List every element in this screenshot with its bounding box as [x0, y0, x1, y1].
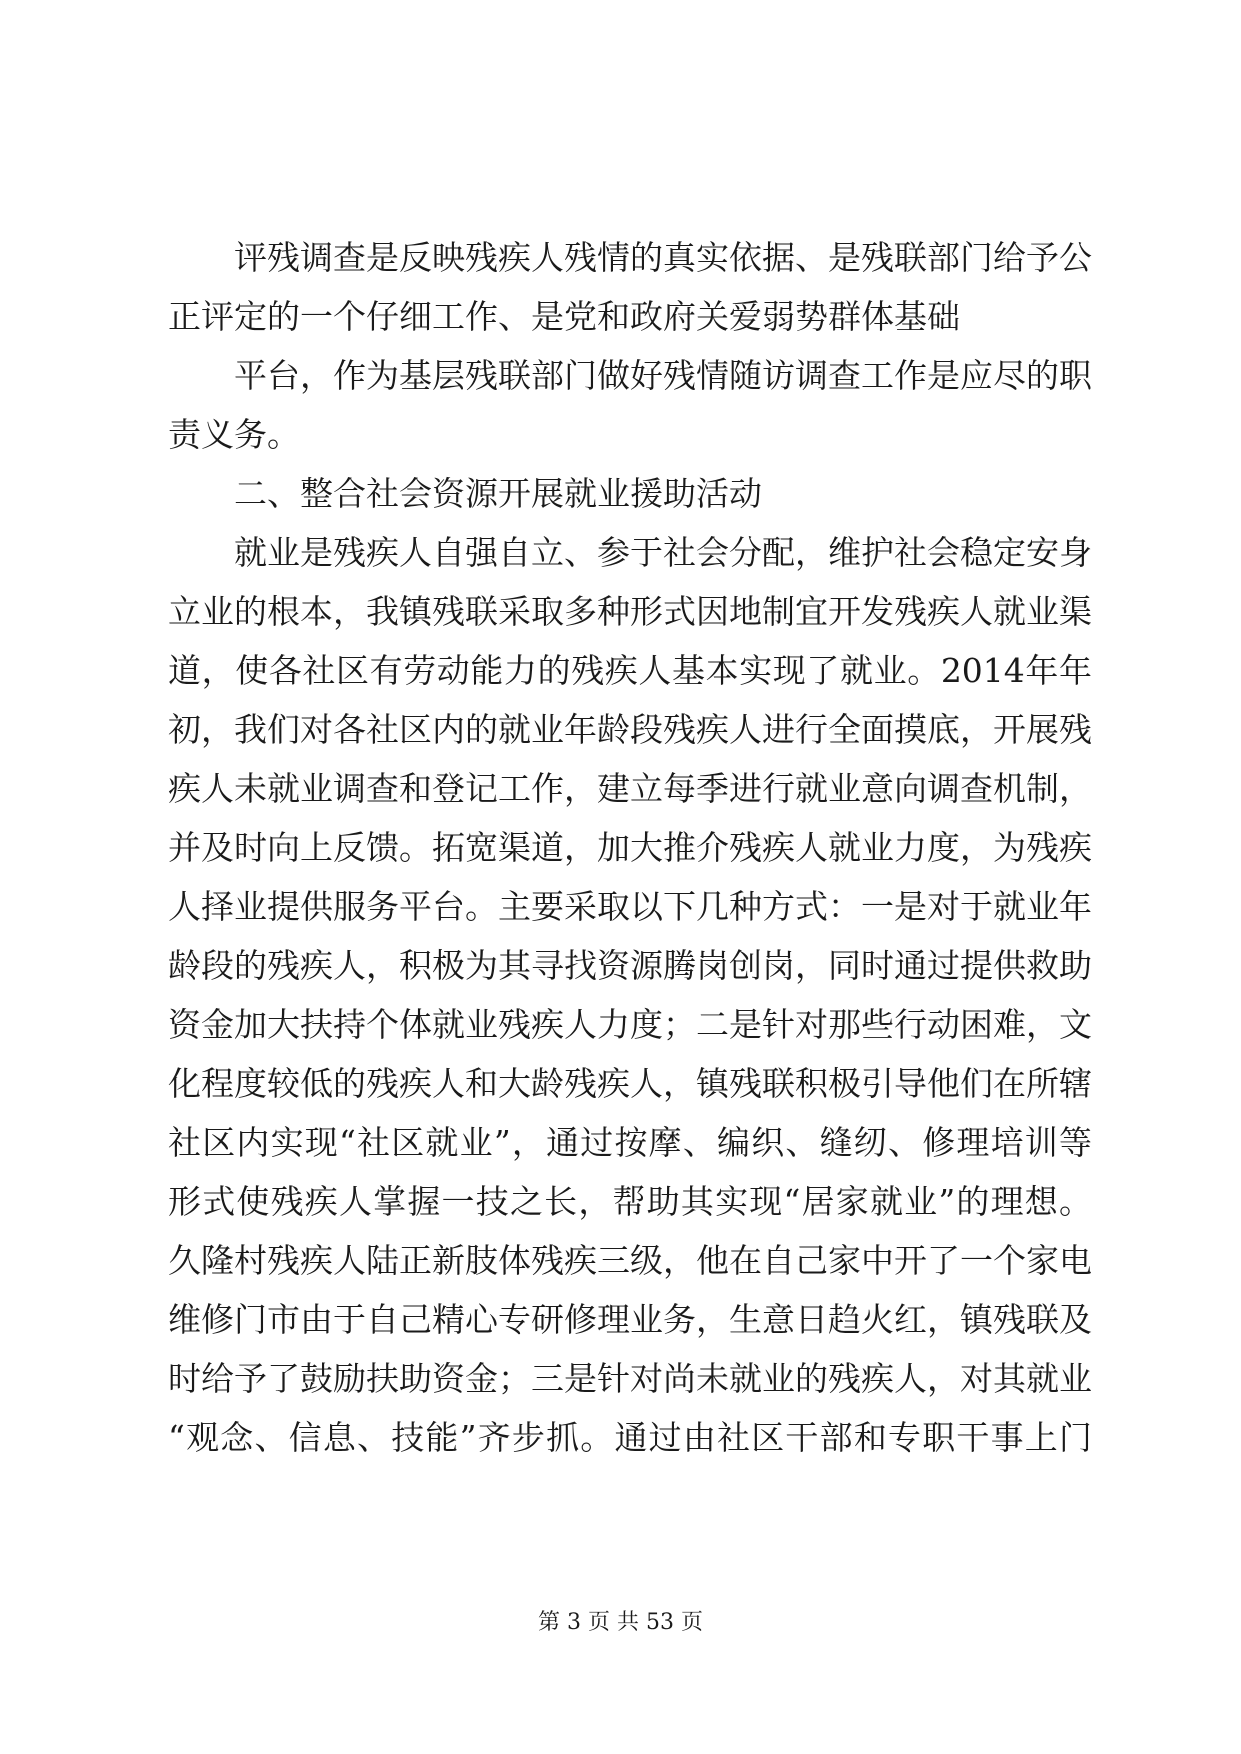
text-line-2: 正评定的一个仔细工作、是党和政府关爱弱势群体基础 [168, 297, 960, 336]
text-line-1: 评残调查是反映残疾人残情的真实依据、是残联部门给予公 [234, 238, 1092, 277]
text-line-17: 形式使残疾人掌握一技之长，帮助其实现“居家就业”的理想。 [168, 1182, 1092, 1221]
text-line-11: 并及时向上反馈。拓宽渠道，加大推介残疾人就业力度，为残疾 [168, 828, 1092, 867]
text-line-8: 道，使各社区有劳动能力的残疾人基本实现了就业。2014年年 [168, 651, 1092, 690]
text-line-4: 责义务。 [168, 415, 300, 454]
text-line-6: 就业是残疾人自强自立、参于社会分配，维护社会稳定安身 [234, 533, 1092, 572]
page-number-footer: 第 3 页 共 53 页 [538, 1610, 703, 1635]
text-line-7: 立业的根本，我镇残联采取多种形式因地制宜开发残疾人就业渠 [168, 592, 1092, 631]
text-line-20: 时给予了鼓励扶助资金；三是针对尚未就业的残疾人，对其就业 [168, 1359, 1092, 1398]
text-line-16: 社区内实现“社区就业”，通过按摩、编织、缝纫、修理培训等 [168, 1123, 1092, 1162]
text-line-9: 初，我们对各社区内的就业年龄段残疾人进行全面摸底，开展残 [168, 710, 1092, 749]
text-line-19: 维修门市由于自己精心专研修理业务，生意日趋火红，镇残联及 [168, 1300, 1092, 1339]
text-line-18: 久隆村残疾人陆正新肢体残疾三级，他在自己家中开了一个家电 [168, 1241, 1092, 1280]
section-heading: 二、整合社会资源开展就业援助活动 [234, 474, 762, 513]
text-line-21: “观念、信息、技能”齐步抓。通过由社区干部和专职干事上门 [168, 1418, 1092, 1457]
text-line-10: 疾人未就业调查和登记工作，建立每季进行就业意向调查机制， [168, 769, 1092, 808]
text-line-12: 人择业提供服务平台。主要采取以下几种方式：一是对于就业年 [168, 887, 1092, 926]
text-line-14: 资金加大扶持个体就业残疾人力度；二是针对那些行动困难，文 [168, 1005, 1092, 1044]
text-line-13: 龄段的残疾人，积极为其寻找资源腾岗创岗，同时通过提供救助 [168, 946, 1092, 985]
text-line-3: 平台，作为基层残联部门做好残情随访调查工作是应尽的职 [234, 356, 1092, 395]
document-body [168, 228, 1092, 1467]
text-line-15: 化程度较低的残疾人和大龄残疾人，镇残联积极引导他们在所辖 [168, 1064, 1092, 1103]
